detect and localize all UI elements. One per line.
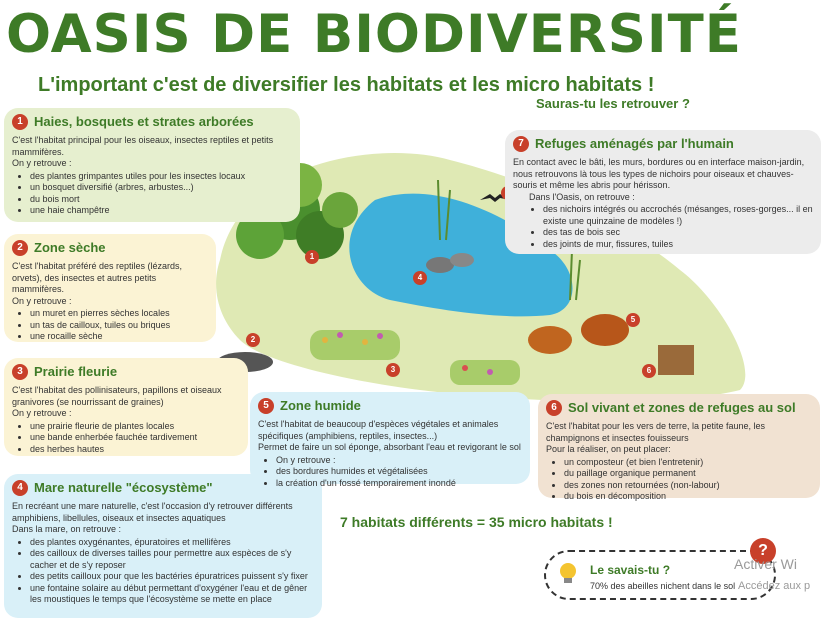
card-number: 2 <box>12 240 28 256</box>
card-number: 4 <box>12 480 28 496</box>
list-item: • des joints de mur, fissures, tuiles <box>543 239 813 251</box>
card-number: 1 <box>12 114 28 130</box>
card-title: Zone humide <box>280 398 361 414</box>
card-zone-seche <box>4 234 216 342</box>
card-number: 5 <box>258 398 274 414</box>
card-lead: On y retrouve : <box>12 295 72 306</box>
list-item: • une bande enherbée fauchée tardivement <box>30 432 240 444</box>
card-intro: C'est l'habitat principal pour les oiseaux, insectes reptiles et petits mammifères. <box>12 135 274 157</box>
card-lead: Pour la réaliser, on peut placer: <box>546 444 671 454</box>
card-lead: On y retrouve : <box>12 158 72 168</box>
savais-text: 70% des abeilles nichent dans le sol <box>590 581 736 591</box>
list-item: • des bordures humides et végétalisées <box>276 466 522 478</box>
card-mare <box>4 474 322 618</box>
card-lead: Dans la mare, on retrouve : <box>12 524 122 534</box>
card-title: Mare naturelle "écosystème" <box>34 480 213 496</box>
list-item: • des plantes oxygénantes, épuratoires et mellifères <box>30 537 314 549</box>
card-heading <box>546 400 812 416</box>
card-intro: C'est l'habitat préféré des reptiles (lézards, orvets), des insectes et autres petits mammifères. <box>12 261 183 294</box>
card-lead: Permet de faire un sol éponge, absorbant l'eau et revigorant le sol <box>258 442 521 452</box>
list-item: • des tas de bois sec <box>543 227 813 239</box>
list-item: • une prairie fleurie de plantes locales <box>30 421 240 433</box>
card-list <box>258 455 522 490</box>
list-item: • un composteur (et bien l'entretenir) <box>564 457 812 469</box>
map-marker-6: 6 <box>642 364 656 378</box>
card-heading <box>12 114 292 130</box>
map-marker-4: 4 <box>413 271 427 285</box>
list-item: • des nichoirs intégrés ou accrochés (mésanges, roses-gorges... il en existe une quinzaine de modèles !) <box>543 204 813 227</box>
card-title: Haies, bosquets et strates arborées <box>34 114 254 130</box>
card-list <box>546 457 812 503</box>
card-list <box>12 308 208 343</box>
map-marker-5: 5 <box>626 313 640 327</box>
list-item: • une rocaille sèche <box>30 331 208 343</box>
list-item: • des zones non retournées (non-labour) <box>564 480 812 492</box>
card-number: 3 <box>12 364 28 380</box>
list-item: • une haie champêtre <box>30 205 292 217</box>
card-intro: C'est l'habitat des pollinisateurs, papillons et oiseaux granivores (se nourrissant de graines) <box>12 385 222 407</box>
card-intro: C'est l'habitat de beaucoup d'espèces végétales et animales spécifiques (amphibiens, reptiles, insectes...) <box>258 419 499 441</box>
list-item: • On y retrouve : <box>276 455 522 467</box>
list-item: • un tas de cailloux, tuiles ou briques <box>30 320 208 332</box>
card-title: Refuges aménagés par l'humain <box>535 136 734 152</box>
card-sol-vivant <box>538 394 820 501</box>
card-zone-humide <box>250 392 530 488</box>
card-intro: C'est l'habitat pour les vers de terre, la petite faune, les champignons et insectes fouisseurs <box>546 421 766 443</box>
list-item: • une fontaine solaire au début permettant d'oxygéner l'eau et de gêner les moustiques le temps que l'écosystème se mette en place <box>30 583 314 606</box>
card-prairie <box>4 358 248 456</box>
list-item: • des herbes hautes <box>30 444 240 456</box>
savais-title: Le savais-tu ? <box>590 563 671 577</box>
card-heading <box>513 136 813 152</box>
list-item: • du paillage organique permanent <box>564 468 812 480</box>
list-item: • un muret en pierres sèches locales <box>30 308 208 320</box>
question-text: Sauras-tu les retrouver ? <box>536 96 690 111</box>
list-item: • du bois en décomposition <box>564 491 812 503</box>
list-item: • du bois mort <box>30 194 292 206</box>
watermark-line1: Activer Wi <box>734 556 797 572</box>
card-list <box>513 204 813 250</box>
card-haies <box>4 108 300 222</box>
lightbulb-icon <box>556 560 580 588</box>
map-marker-3: 3 <box>386 363 400 377</box>
list-item: • des cailloux de diverses tailles pour permettre aux espèces de s'y cacher et de s'y reposer <box>30 548 314 571</box>
card-lead: Dans l'Oasis, on retrouve : <box>529 191 635 202</box>
card-heading <box>12 240 208 256</box>
list-item: • des plantes grimpantes utiles pour les insectes locaux <box>30 171 292 183</box>
card-number: 6 <box>546 400 562 416</box>
page-title: OASIS DE BIODIVERSITÉ <box>6 4 742 65</box>
card-title: Sol vivant et zones de refuges au sol <box>568 400 796 416</box>
card-number: 7 <box>513 136 529 152</box>
map-marker-2: 2 <box>246 333 260 347</box>
card-list <box>12 421 240 456</box>
summary-text: 7 habitats différents = 35 micro habitats ! <box>340 514 613 530</box>
watermark-line2: Accédez aux p <box>738 580 811 592</box>
card-heading <box>258 398 522 414</box>
page-subtitle: L'important c'est de diversifier les habitats et les micro habitats ! <box>38 74 655 96</box>
card-lead: On y retrouve : <box>12 408 72 418</box>
card-intro: En contact avec le bâti, les murs, bordures ou en interface maison-jardin, nous retrouvons là tous les types de nichoirs pour oiseaux et chauves-souris et même les abris pour hérisson. <box>513 157 805 190</box>
card-title: Zone sèche <box>34 240 106 256</box>
card-title: Prairie fleurie <box>34 364 118 380</box>
list-item: • la création d'un fossé temporairement inondé <box>276 478 522 490</box>
list-item: • un bosquet diversifié (arbres, arbustes...) <box>30 182 292 194</box>
card-intro: En recréant une mare naturelle, c'est l'occasion d'y retrouver différents amphibiens, libellules, oiseaux et insectes aquatiques <box>12 501 293 523</box>
list-item: • des petits cailloux pour que les bactéries épuratrices puissent s'y fixer <box>30 571 314 583</box>
card-list <box>12 537 314 606</box>
question-badge-icon: ? <box>750 538 776 564</box>
card-refuges <box>505 130 821 254</box>
card-list <box>12 171 292 217</box>
card-heading <box>12 364 240 380</box>
map-marker-1: 1 <box>305 250 319 264</box>
